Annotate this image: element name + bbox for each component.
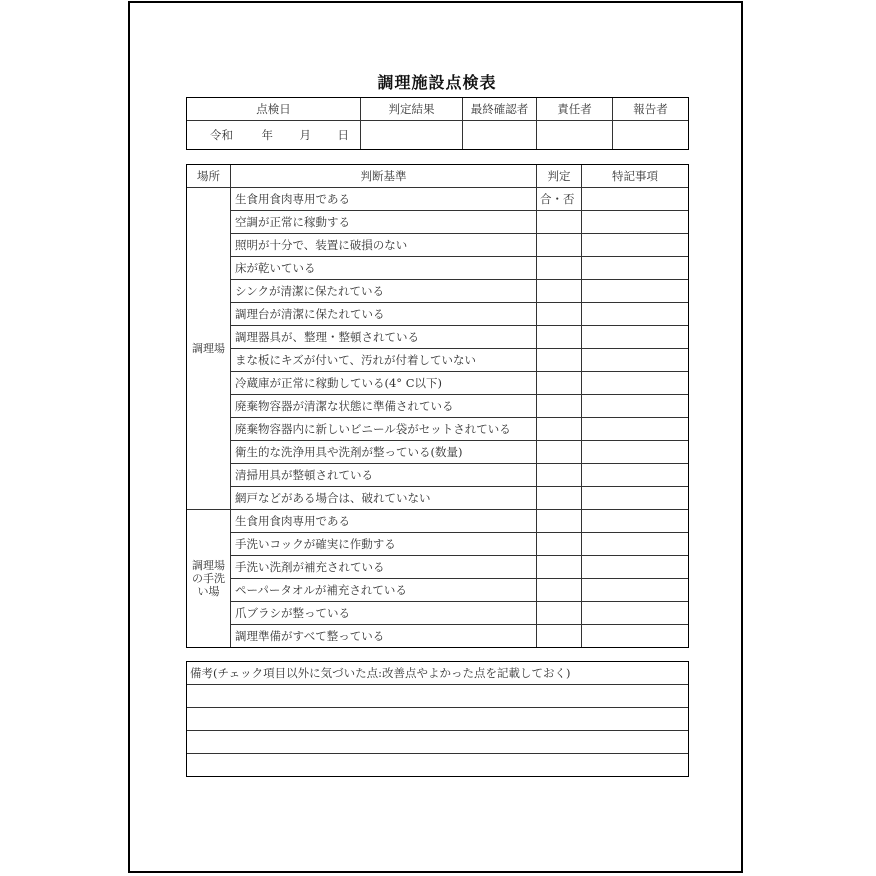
page-title: 調理施設点検表 <box>377 73 497 92</box>
inspection-date-header: 点検日 <box>187 98 361 121</box>
month-unit: 月 <box>299 128 311 142</box>
criteria-item: 生食用食肉専用である <box>231 510 537 533</box>
table-row <box>187 395 689 418</box>
judgment-cell[interactable] <box>537 280 582 303</box>
criteria-item: 調理準備がすべて整っている <box>231 625 537 648</box>
table-row <box>187 234 689 257</box>
notes-cell[interactable] <box>582 510 689 533</box>
criteria-item: 空調が正常に稼動する <box>231 211 537 234</box>
remarks-line[interactable] <box>187 685 689 708</box>
remarks-line[interactable] <box>187 708 689 731</box>
notes-cell[interactable] <box>582 418 689 441</box>
place-kitchen: 調理場 <box>187 188 231 510</box>
judgment-cell[interactable] <box>537 326 582 349</box>
reporter-header: 報告者 <box>613 98 689 121</box>
judgment-cell[interactable] <box>537 510 582 533</box>
table-row <box>187 280 689 303</box>
criteria-item: ペーパータオルが補充されている <box>231 579 537 602</box>
table-row <box>187 579 689 602</box>
table-row <box>187 556 689 579</box>
notes-cell[interactable] <box>582 349 689 372</box>
table-row <box>187 487 689 510</box>
table-row <box>187 326 689 349</box>
table-row <box>187 211 689 234</box>
criteria-item: 手洗い洗剤が補充されている <box>231 556 537 579</box>
final-checker-header: 最終確認者 <box>463 98 537 121</box>
final-checker-field[interactable] <box>463 121 537 150</box>
judgment-cell[interactable] <box>537 211 582 234</box>
notes-cell[interactable] <box>582 556 689 579</box>
judgment-cell[interactable] <box>537 487 582 510</box>
criteria-item: 照明が十分で、装置に破損のない <box>231 234 537 257</box>
notes-cell[interactable] <box>582 441 689 464</box>
criteria-item: 廃棄物容器内に新しいビニール袋がセットされている <box>231 418 537 441</box>
notes-cell[interactable] <box>582 464 689 487</box>
judgment-result-field[interactable] <box>361 121 463 150</box>
judgment-cell[interactable] <box>537 441 582 464</box>
table-row <box>187 602 689 625</box>
table-row <box>187 372 689 395</box>
table-row <box>187 418 689 441</box>
criteria-item: 手洗いコックが確実に作動する <box>231 533 537 556</box>
notes-column-header: 特記事項 <box>582 165 689 188</box>
table-row <box>187 464 689 487</box>
criteria-item: 調理器具が、整理・整頓されている <box>231 326 537 349</box>
year-unit: 年 <box>261 128 273 142</box>
judgment-cell[interactable] <box>537 234 582 257</box>
notes-cell[interactable] <box>582 303 689 326</box>
notes-cell[interactable] <box>582 602 689 625</box>
notes-cell[interactable] <box>582 326 689 349</box>
notes-cell[interactable] <box>582 625 689 648</box>
notes-cell[interactable] <box>582 579 689 602</box>
check-table <box>186 164 689 648</box>
criteria-item: シンクが清潔に保たれている <box>231 280 537 303</box>
judgment-cell[interactable] <box>537 257 582 280</box>
criteria-item: 清掃用具が整頓されている <box>231 464 537 487</box>
criteria-column-header: 判断基準 <box>231 165 537 188</box>
judgment-cell[interactable] <box>537 602 582 625</box>
criteria-item: 冷蔵庫が正常に稼動している(4° C以下) <box>231 372 537 395</box>
table-row <box>187 257 689 280</box>
notes-cell[interactable] <box>582 257 689 280</box>
judgment-cell[interactable] <box>537 533 582 556</box>
table-row <box>187 441 689 464</box>
judgment-cell[interactable] <box>537 303 582 326</box>
judgment-cell[interactable] <box>537 349 582 372</box>
judgment-column-header: 判定 <box>537 165 582 188</box>
table-row <box>187 625 689 648</box>
judgment-cell[interactable]: 合・否 <box>537 188 582 211</box>
remarks-line[interactable] <box>187 731 689 754</box>
criteria-item: 床が乾いている <box>231 257 537 280</box>
criteria-item: 衛生的な洗浄用具や洗剤が整っている(数量) <box>231 441 537 464</box>
table-row <box>187 349 689 372</box>
header-table <box>186 97 689 150</box>
notes-cell[interactable] <box>582 372 689 395</box>
judgment-cell[interactable] <box>537 556 582 579</box>
notes-cell[interactable] <box>582 234 689 257</box>
notes-cell[interactable] <box>582 280 689 303</box>
inspection-date-field[interactable] <box>187 121 361 150</box>
responsible-header: 責任者 <box>537 98 613 121</box>
place-column-header: 場所 <box>187 165 231 188</box>
criteria-item: 爪ブラシが整っている <box>231 602 537 625</box>
judgment-cell[interactable] <box>537 395 582 418</box>
criteria-item: 調理台が清潔に保たれている <box>231 303 537 326</box>
remarks-line[interactable] <box>187 754 689 777</box>
judgment-cell[interactable] <box>537 372 582 395</box>
judgment-cell[interactable] <box>537 418 582 441</box>
judgment-cell[interactable] <box>537 625 582 648</box>
judgment-result-header: 判定結果 <box>361 98 463 121</box>
judgment-cell[interactable] <box>537 464 582 487</box>
table-row <box>187 188 689 211</box>
notes-cell[interactable] <box>582 188 689 211</box>
criteria-item: 網戸などがある場合は、破れていない <box>231 487 537 510</box>
responsible-field[interactable] <box>537 121 613 150</box>
judgment-cell[interactable] <box>537 579 582 602</box>
table-row <box>187 303 689 326</box>
reporter-field[interactable] <box>613 121 689 150</box>
criteria-item: まな板にキズが付いて、汚れが付着していない <box>231 349 537 372</box>
table-row <box>187 510 689 533</box>
notes-cell[interactable] <box>582 395 689 418</box>
place-handwash: 調理場の手洗い場 <box>187 510 231 648</box>
criteria-item: 廃棄物容器が清潔な状態に準備されている <box>231 395 537 418</box>
era-label: 令和 <box>210 128 233 142</box>
notes-cell[interactable] <box>582 211 689 234</box>
criteria-item: 生食用食肉専用である <box>231 188 537 211</box>
notes-cell[interactable] <box>582 487 689 510</box>
remarks-label: 備考(チェック項目以外に気づいた点:改善点やよかった点を記載しておく) <box>187 662 689 685</box>
remarks-table <box>186 661 689 777</box>
day-unit: 日 <box>337 128 349 142</box>
table-row <box>187 533 689 556</box>
notes-cell[interactable] <box>582 533 689 556</box>
